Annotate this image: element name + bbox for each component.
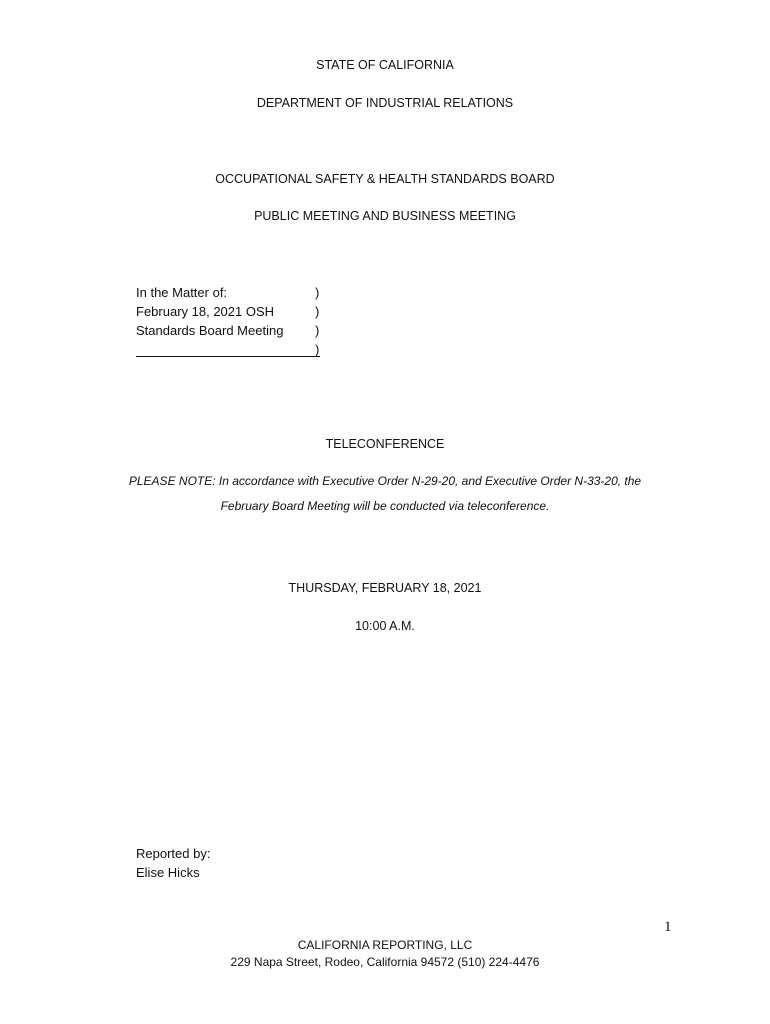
executive-order-note-line2: February Board Meeting will be conducted via teleconference.	[220, 499, 550, 513]
caption-paren: )	[315, 285, 320, 300]
reporter-name: Elise Hicks	[136, 865, 200, 880]
executive-order-note-line1: PLEASE NOTE: In accordance with Executive Order N-29-20, and Executive Order N-33-20, the	[128, 474, 642, 488]
header-meeting-type: PUBLIC MEETING AND BUSINESS MEETING	[254, 209, 516, 223]
footer-address: 229 Napa Street, Rodeo, California 94572 (510) 224-4476	[230, 955, 540, 969]
caption-paren: )	[315, 323, 320, 338]
footer-company: CALIFORNIA REPORTING, LLC	[297, 938, 473, 952]
caption-meeting-name: Standards Board Meeting	[136, 323, 284, 338]
meeting-format: TELECONFERENCE	[325, 437, 445, 451]
header-department: DEPARTMENT OF INDUSTRIAL RELATIONS	[256, 96, 514, 110]
caption-paren: )	[315, 304, 320, 319]
reported-by-label: Reported by:	[136, 846, 211, 861]
caption-underline	[136, 356, 320, 357]
header-state: STATE OF CALIFORNIA	[316, 58, 454, 72]
caption-matter-label: In the Matter of:	[136, 285, 228, 300]
meeting-time: 10:00 A.M.	[355, 619, 415, 633]
caption-paren: )	[315, 342, 320, 357]
caption-meeting-date: February 18, 2021 OSH	[136, 304, 275, 319]
header-board: OCCUPATIONAL SAFETY & HEALTH STANDARDS BOARD	[215, 172, 555, 186]
page-number: 1	[664, 919, 672, 935]
meeting-date: THURSDAY, FEBRUARY 18, 2021	[288, 581, 482, 595]
